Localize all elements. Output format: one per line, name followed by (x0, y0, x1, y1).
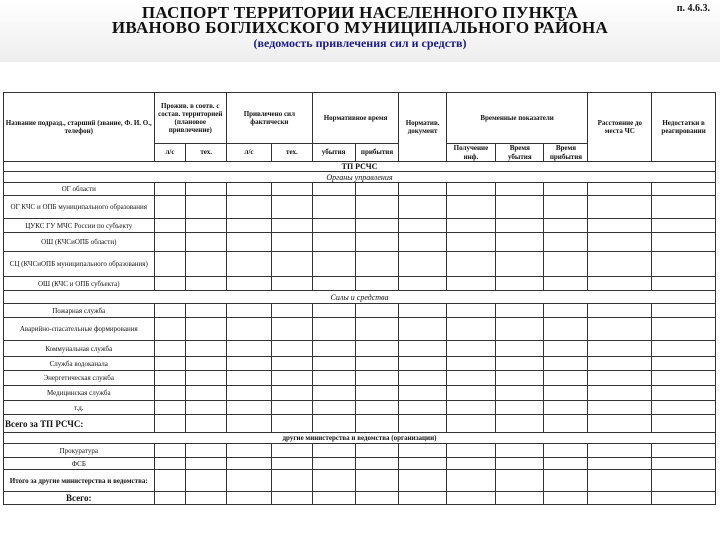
entry-cell[interactable] (355, 458, 399, 470)
entry-cell[interactable] (652, 183, 716, 196)
entry-cell[interactable] (399, 415, 446, 433)
entry-cell[interactable] (652, 492, 716, 505)
entry-cell[interactable] (186, 304, 227, 318)
entry-cell[interactable] (272, 233, 313, 252)
entry-cell[interactable] (652, 444, 716, 458)
entry-cell[interactable] (272, 318, 313, 341)
entry-cell[interactable] (446, 304, 495, 318)
entry-cell[interactable] (588, 318, 652, 341)
entry-cell[interactable] (272, 444, 313, 458)
entry-cell[interactable] (154, 371, 186, 386)
entry-cell[interactable] (355, 386, 399, 401)
entry-cell[interactable] (355, 183, 399, 196)
entry-cell[interactable] (588, 233, 652, 252)
entry-cell[interactable] (652, 401, 716, 415)
entry-cell[interactable] (544, 304, 588, 318)
col-actual-tech: тех. (272, 144, 313, 162)
entry-cell[interactable] (588, 219, 652, 233)
entry-cell[interactable] (652, 233, 716, 252)
section-row (4, 433, 716, 444)
entry-cell[interactable] (399, 458, 446, 470)
table-row (4, 371, 716, 386)
entry-cell[interactable] (588, 444, 652, 458)
table-row-total (4, 470, 716, 492)
col-actual-lc: л/с (227, 144, 272, 162)
entry-cell[interactable] (186, 492, 227, 505)
entry-cell[interactable] (355, 233, 399, 252)
page-number: п. 4.6.3. (676, 3, 710, 14)
entry-cell[interactable] (588, 357, 652, 371)
entry-cell[interactable] (154, 492, 186, 505)
entry-cell[interactable] (544, 196, 588, 219)
entry-cell[interactable] (399, 371, 446, 386)
entry-cell[interactable] (355, 401, 399, 415)
entry-cell[interactable] (446, 233, 495, 252)
col-notes-header: Недостатки в реагировании (652, 93, 716, 162)
row-label: ОШ (КЧС и ОПБ субъекта) (4, 277, 155, 291)
entry-cell[interactable] (272, 219, 313, 233)
entry-cell[interactable] (154, 252, 186, 277)
row-label: Энергетическая служба (4, 371, 155, 386)
section-row (4, 291, 716, 304)
entry-cell[interactable] (588, 458, 652, 470)
entry-cell[interactable] (588, 341, 652, 357)
entry-cell[interactable] (399, 357, 446, 371)
entry-cell[interactable] (446, 415, 495, 433)
entry-cell[interactable] (399, 444, 446, 458)
col-norm-doc-header: Норматив. документ (399, 93, 446, 162)
entry-cell[interactable] (154, 341, 186, 357)
entry-cell[interactable] (446, 357, 495, 371)
section-forces: Силы и средства (4, 291, 716, 304)
entry-cell[interactable] (446, 318, 495, 341)
entry-cell[interactable] (227, 386, 272, 401)
entry-cell[interactable] (154, 401, 186, 415)
entry-cell[interactable] (496, 492, 544, 505)
entry-cell[interactable] (544, 318, 588, 341)
entry-cell[interactable] (312, 401, 355, 415)
entry-cell[interactable] (355, 357, 399, 371)
entry-cell[interactable] (272, 386, 313, 401)
entry-cell[interactable] (496, 371, 544, 386)
entry-cell[interactable] (446, 252, 495, 277)
entry-cell[interactable] (186, 219, 227, 233)
entry-cell[interactable] (312, 318, 355, 341)
entry-cell[interactable] (186, 470, 227, 492)
entry-cell[interactable] (312, 415, 355, 433)
entry-cell[interactable] (652, 470, 716, 492)
table-row (4, 304, 716, 318)
entry-cell[interactable] (312, 371, 355, 386)
entry-cell[interactable] (312, 233, 355, 252)
entry-cell[interactable] (355, 252, 399, 277)
entry-cell[interactable] (355, 341, 399, 357)
entry-cell[interactable] (355, 318, 399, 341)
entry-cell[interactable] (355, 444, 399, 458)
entry-cell[interactable] (154, 196, 186, 219)
entry-cell[interactable] (227, 444, 272, 458)
entry-cell[interactable] (272, 341, 313, 357)
row-label: ФСБ (4, 458, 155, 470)
entry-cell[interactable] (312, 183, 355, 196)
table-row (4, 458, 716, 470)
entry-cell[interactable] (588, 492, 652, 505)
entry-cell[interactable] (312, 470, 355, 492)
entry-cell[interactable] (272, 183, 313, 196)
table-row (4, 357, 716, 371)
row-label-total: Всего: (4, 492, 155, 505)
table-row (4, 386, 716, 401)
entry-cell[interactable] (588, 415, 652, 433)
entry-cell[interactable] (227, 415, 272, 433)
entry-cell[interactable] (544, 444, 588, 458)
entry-cell[interactable] (496, 415, 544, 433)
entry-cell[interactable] (544, 233, 588, 252)
col-time-indicators-header: Временные показатели (446, 93, 588, 144)
entry-cell[interactable] (186, 444, 227, 458)
entry-cell[interactable] (446, 371, 495, 386)
entry-cell[interactable] (652, 371, 716, 386)
section-row (4, 162, 716, 172)
entry-cell[interactable] (544, 401, 588, 415)
col-actual-header: Привлечено сил фактически (227, 93, 313, 144)
entry-cell[interactable] (154, 415, 186, 433)
entry-cell[interactable] (186, 401, 227, 415)
entry-cell[interactable] (652, 219, 716, 233)
entry-cell[interactable] (446, 386, 495, 401)
entry-cell[interactable] (272, 357, 313, 371)
entry-cell[interactable] (312, 277, 355, 291)
entry-cell[interactable] (272, 371, 313, 386)
entry-cell[interactable] (446, 196, 495, 219)
entry-cell[interactable] (272, 401, 313, 415)
table-row (4, 401, 716, 415)
col-ti-receive: Получение инф. (446, 144, 495, 162)
entry-cell[interactable] (496, 277, 544, 291)
entry-cell[interactable] (312, 304, 355, 318)
row-label: СЦ (КЧСиОПБ муниципального образования) (4, 252, 155, 277)
entry-cell[interactable] (544, 252, 588, 277)
entry-cell[interactable] (186, 252, 227, 277)
col-ti-departure: Время убытия (496, 144, 544, 162)
entry-cell[interactable] (186, 371, 227, 386)
table-row-total (4, 415, 716, 433)
entry-cell[interactable] (154, 458, 186, 470)
entry-cell[interactable] (496, 341, 544, 357)
entry-cell[interactable] (355, 277, 399, 291)
col-personnel-lc: л/с (154, 144, 186, 162)
entry-cell[interactable] (544, 371, 588, 386)
entry-cell[interactable] (496, 183, 544, 196)
row-label: Прокуратура (4, 444, 155, 458)
row-label-total-other: Итого за другие министерства и ведомства: (4, 470, 155, 492)
entry-cell[interactable] (399, 252, 446, 277)
document-title-line2: ИВАНОВО БОГЛИХСКОГО МУНИЦИПАЛЬНОГО РАЙОНА (111, 18, 609, 37)
entry-cell[interactable] (154, 219, 186, 233)
entry-cell[interactable] (355, 219, 399, 233)
entry-cell[interactable] (496, 233, 544, 252)
entry-cell[interactable] (272, 277, 313, 291)
entry-cell[interactable] (588, 252, 652, 277)
table-row (4, 233, 716, 252)
entry-cell[interactable] (154, 277, 186, 291)
entry-cell[interactable] (544, 492, 588, 505)
entry-cell[interactable] (588, 401, 652, 415)
entry-cell[interactable] (312, 196, 355, 219)
entry-cell[interactable] (227, 318, 272, 341)
entry-cell[interactable] (399, 304, 446, 318)
entry-cell[interactable] (496, 252, 544, 277)
entry-cell[interactable] (652, 277, 716, 291)
entry-cell[interactable] (186, 277, 227, 291)
entry-cell[interactable] (227, 304, 272, 318)
row-label: т.д. (4, 401, 155, 415)
entry-cell[interactable] (154, 357, 186, 371)
row-label: Коммунальная служба (4, 341, 155, 357)
entry-cell[interactable] (154, 470, 186, 492)
entry-cell[interactable] (227, 252, 272, 277)
entry-cell[interactable] (272, 492, 313, 505)
entry-cell[interactable] (355, 470, 399, 492)
entry-cell[interactable] (312, 219, 355, 233)
entry-cell[interactable] (446, 219, 495, 233)
entry-cell[interactable] (652, 357, 716, 371)
row-label: ЦУКС ГУ МЧС России по субъекту (4, 219, 155, 233)
entry-cell[interactable] (588, 196, 652, 219)
entry-cell[interactable] (355, 196, 399, 219)
row-label: ОШ (КЧСиОПБ области) (4, 233, 155, 252)
section-row (4, 172, 716, 183)
entry-cell[interactable] (272, 252, 313, 277)
entry-cell[interactable] (227, 277, 272, 291)
entry-cell[interactable] (355, 304, 399, 318)
entry-cell[interactable] (544, 470, 588, 492)
forces-table (3, 92, 716, 505)
entry-cell[interactable] (227, 470, 272, 492)
entry-cell[interactable] (652, 318, 716, 341)
entry-cell[interactable] (312, 386, 355, 401)
entry-cell[interactable] (446, 401, 495, 415)
entry-cell[interactable] (496, 219, 544, 233)
entry-cell[interactable] (446, 492, 495, 505)
entry-cell[interactable] (496, 401, 544, 415)
table-row (4, 341, 716, 357)
entry-cell[interactable] (154, 386, 186, 401)
entry-cell[interactable] (544, 415, 588, 433)
entry-cell[interactable] (588, 386, 652, 401)
entry-cell[interactable] (496, 318, 544, 341)
table-row (4, 252, 716, 277)
entry-cell[interactable] (544, 341, 588, 357)
col-personnel-header: Прожив. в соотв. с состав. территорией (плановое привлечение) (154, 93, 227, 144)
entry-cell[interactable] (154, 304, 186, 318)
entry-cell[interactable] (312, 444, 355, 458)
entry-cell[interactable] (227, 219, 272, 233)
entry-cell[interactable] (446, 458, 495, 470)
entry-cell[interactable] (272, 470, 313, 492)
entry-cell[interactable] (446, 341, 495, 357)
entry-cell[interactable] (652, 196, 716, 219)
entry-cell[interactable] (588, 304, 652, 318)
row-label: ОГ области (4, 183, 155, 196)
table-row (4, 196, 716, 219)
col-ti-arrival: Время прибытия (544, 144, 588, 162)
entry-cell[interactable] (186, 458, 227, 470)
entry-cell[interactable] (399, 318, 446, 341)
entry-cell[interactable] (446, 183, 495, 196)
entry-cell[interactable] (186, 183, 227, 196)
entry-cell[interactable] (227, 196, 272, 219)
section-tp-rschs: ТП РСЧС (4, 162, 716, 172)
entry-cell[interactable] (399, 196, 446, 219)
entry-cell[interactable] (652, 458, 716, 470)
entry-cell[interactable] (588, 277, 652, 291)
entry-cell[interactable] (544, 357, 588, 371)
entry-cell[interactable] (399, 341, 446, 357)
entry-cell[interactable] (227, 401, 272, 415)
entry-cell[interactable] (652, 386, 716, 401)
entry-cell[interactable] (227, 458, 272, 470)
entry-cell[interactable] (186, 415, 227, 433)
entry-cell[interactable] (399, 233, 446, 252)
entry-cell[interactable] (227, 183, 272, 196)
col-norm-departure: убытия (312, 144, 355, 162)
entry-cell[interactable] (227, 371, 272, 386)
entry-cell[interactable] (272, 458, 313, 470)
entry-cell[interactable] (227, 492, 272, 505)
entry-cell[interactable] (186, 386, 227, 401)
entry-cell[interactable] (272, 196, 313, 219)
entry-cell[interactable] (496, 357, 544, 371)
table-row (4, 318, 716, 341)
entry-cell[interactable] (186, 357, 227, 371)
entry-cell[interactable] (154, 183, 186, 196)
entry-cell[interactable] (652, 252, 716, 277)
entry-cell[interactable] (186, 233, 227, 252)
table-row (4, 219, 716, 233)
entry-cell[interactable] (588, 470, 652, 492)
entry-cell[interactable] (399, 219, 446, 233)
entry-cell[interactable] (154, 318, 186, 341)
col-personnel-tech: тех. (186, 144, 227, 162)
row-label: Аварийно-спасательные формирования (4, 318, 155, 341)
entry-cell[interactable] (186, 341, 227, 357)
entry-cell[interactable] (355, 415, 399, 433)
entry-cell[interactable] (399, 470, 446, 492)
entry-cell[interactable] (399, 401, 446, 415)
entry-cell[interactable] (399, 386, 446, 401)
entry-cell[interactable] (355, 371, 399, 386)
section-management: Органы управления (4, 172, 716, 183)
entry-cell[interactable] (588, 183, 652, 196)
document-subtitle: (ведомость привлечения сил и средств) (253, 36, 467, 50)
entry-cell[interactable] (652, 415, 716, 433)
entry-cell[interactable] (312, 252, 355, 277)
entry-cell[interactable] (446, 277, 495, 291)
table-row (4, 444, 716, 458)
table-row (4, 277, 716, 291)
entry-cell[interactable] (652, 341, 716, 357)
entry-cell[interactable] (496, 444, 544, 458)
entry-cell[interactable] (544, 458, 588, 470)
entry-cell[interactable] (399, 183, 446, 196)
row-label: Пожарная служба (4, 304, 155, 318)
col-distance-header: Расстояние до места ЧС (588, 93, 652, 162)
entry-cell[interactable] (544, 219, 588, 233)
entry-cell[interactable] (227, 233, 272, 252)
table-row-total (4, 492, 716, 505)
entry-cell[interactable] (186, 318, 227, 341)
entry-cell[interactable] (652, 304, 716, 318)
col-name-header: Название подразд., старший (звание, Ф. И. О., телефон) (4, 93, 155, 162)
col-norm-arrival: прибытия (355, 144, 399, 162)
entry-cell[interactable] (154, 444, 186, 458)
entry-cell[interactable] (186, 196, 227, 219)
entry-cell[interactable] (355, 492, 399, 505)
entry-cell[interactable] (588, 371, 652, 386)
row-label-total-tp: Всего за ТП РСЧС: (4, 415, 155, 433)
table-row (4, 183, 716, 196)
entry-cell[interactable] (312, 492, 355, 505)
entry-cell[interactable] (544, 183, 588, 196)
entry-cell[interactable] (312, 458, 355, 470)
entry-cell[interactable] (446, 444, 495, 458)
entry-cell[interactable] (399, 277, 446, 291)
header-band (0, 0, 720, 62)
header-row-1 (4, 93, 716, 144)
entry-cell[interactable] (154, 233, 186, 252)
entry-cell[interactable] (272, 304, 313, 318)
entry-cell[interactable] (496, 386, 544, 401)
entry-cell[interactable] (446, 470, 495, 492)
entry-cell[interactable] (544, 277, 588, 291)
entry-cell[interactable] (312, 357, 355, 371)
document-title-line1: ПАСПОРТ ТЕРРИТОРИИ НАСЕЛЕННОГО ПУНКТА (141, 3, 579, 22)
entry-cell[interactable] (496, 196, 544, 219)
entry-cell[interactable] (496, 470, 544, 492)
entry-cell[interactable] (312, 341, 355, 357)
entry-cell[interactable] (544, 386, 588, 401)
entry-cell[interactable] (227, 357, 272, 371)
entry-cell[interactable] (496, 304, 544, 318)
entry-cell[interactable] (272, 415, 313, 433)
col-norm-time-header: Нормативное время (312, 93, 399, 144)
row-label: Медицинская служба (4, 386, 155, 401)
row-label: Служба водоканала (4, 357, 155, 371)
entry-cell[interactable] (399, 492, 446, 505)
row-label: ОГ КЧС и ОПБ муниципального образования (4, 196, 155, 219)
section-other-ministries: другие министерства и ведомства (организации) (4, 433, 716, 444)
entry-cell[interactable] (496, 458, 544, 470)
entry-cell[interactable] (227, 341, 272, 357)
